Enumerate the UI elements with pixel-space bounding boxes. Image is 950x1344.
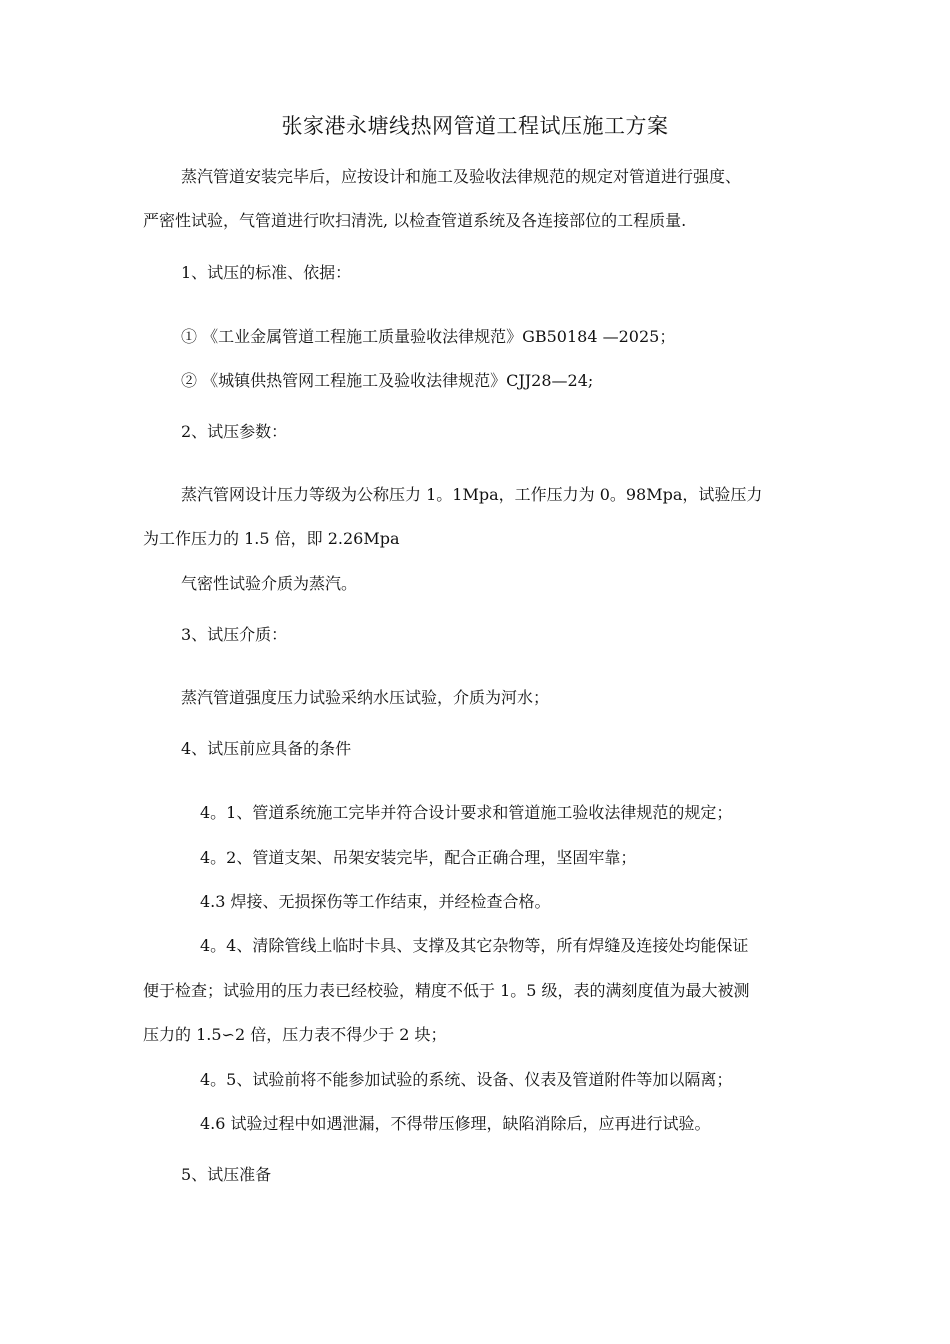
section3-heading: 3、试压介质： bbox=[181, 625, 288, 644]
document-title: 张家港永塘线热网管道工程试压施工方案 bbox=[281, 114, 669, 138]
section2-para-line-1: 蒸汽管网设计压力等级为公称压力 1。1Mpa，工作压力为 0。98Mpa，试验压力 bbox=[181, 485, 763, 504]
intro-line-1: 蒸汽管道安装完毕后，应按设计和施工及验收法律规范的规定对管道进行强度、 bbox=[181, 167, 742, 186]
section4-item-4-line-3: 压力的 1.5∽2 倍，压力表不得少于 2 块； bbox=[143, 1025, 447, 1044]
section4-item-6: 4.6 试验过程中如遇泄漏，不得带压修理，缺陷消除后，应再进行试验。 bbox=[200, 1114, 711, 1133]
section4-item-4-line-1: 4。4、清除管线上临时卡具、支撑及其它杂物等，所有焊缝及连接处均能保证 bbox=[200, 936, 749, 955]
section4-item-3: 4.3 焊接、无损探伤等工作结束，并经检查合格。 bbox=[200, 892, 551, 911]
section4-item-2: 4。2、管道支架、吊架安装完毕，配合正确合理，坚固牢靠； bbox=[200, 848, 637, 867]
section2-para-line-2: 为工作压力的 1.5 倍，即 2.26Mpa bbox=[143, 529, 400, 548]
section2-para-2: 气密性试验介质为蒸汽。 bbox=[181, 574, 358, 593]
section1-heading: 1、试压的标准、依据： bbox=[181, 263, 352, 282]
section5-heading: 5、试压准备 bbox=[181, 1165, 272, 1184]
section1-item-1: ① 《工业金属管道工程施工质量验收法律规范》GB50184 —2025； bbox=[181, 327, 676, 346]
intro-line-2: 严密性试验，气管道进行吹扫清洗, 以检查管道系统及各连接部位的工程质量. bbox=[143, 211, 687, 230]
section3-para: 蒸汽管道强度压力试验采纳水压试验，介质为河水； bbox=[181, 688, 550, 707]
section2-heading: 2、试压参数： bbox=[181, 422, 288, 441]
section4-heading: 4、试压前应具备的条件 bbox=[181, 739, 352, 758]
section4-item-1: 4。1、管道系统施工完毕并符合设计要求和管道施工验收法律规范的规定； bbox=[200, 803, 733, 822]
section4-item-4-line-2: 便于检查；试验用的压力表已经校验，精度不低于 1。5 级，表的满刻度值为最大被测 bbox=[143, 981, 750, 1000]
section1-item-2: ② 《城镇供热管网工程施工及验收法律规范》CJJ28—24; bbox=[181, 371, 594, 390]
section4-item-5: 4。5、试验前将不能参加试验的系统、设备、仪表及管道附件等加以隔离； bbox=[200, 1070, 733, 1089]
